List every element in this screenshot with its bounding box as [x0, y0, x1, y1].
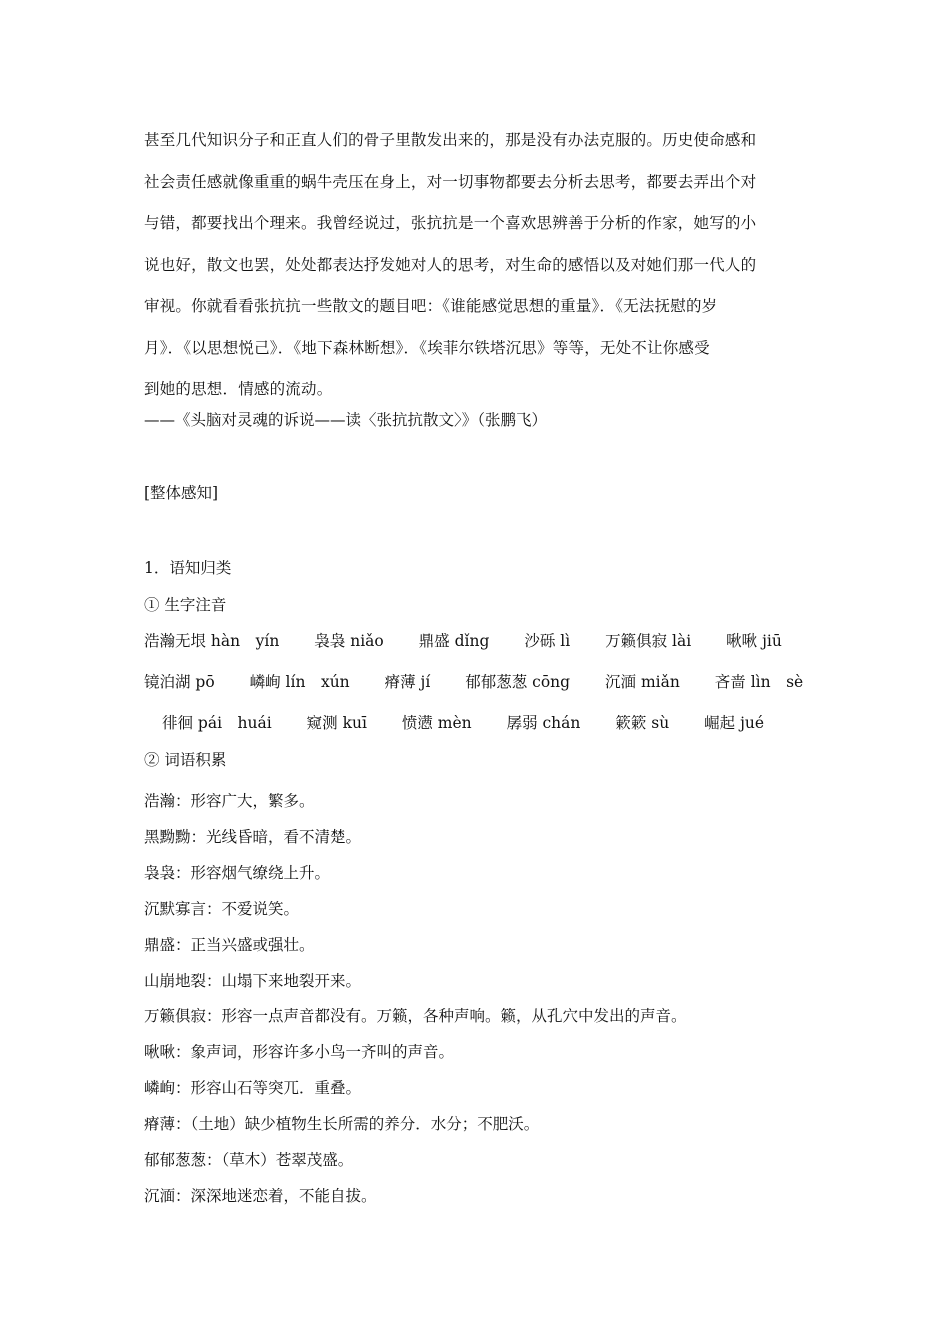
pinyin-entry: 啾啾 jiū	[726, 632, 782, 650]
paragraph-line: 说也好，散文也罢，处处都表达抒发她对人的思考，对生命的感悟以及对她们那一代人的	[144, 255, 757, 274]
pinyin-entry: 崛起 jué	[704, 714, 765, 732]
vocab-item: 嶙峋：形容山石等突兀．重叠。	[144, 1079, 362, 1098]
paragraph-line: 到她的思想．情感的流动。	[144, 380, 333, 398]
vocab-item: 啾啾：象声词，形容许多小鸟一齐叫的声音。	[144, 1043, 455, 1062]
pinyin-entry: 吝啬 lìn sè	[714, 673, 804, 691]
pinyin-entry: 万籁俱寂 lài	[605, 632, 692, 650]
pinyin-entry: 沙砾 lì	[524, 632, 571, 650]
vocab-item: 袅袅：形容烟气缭绕上升。	[144, 863, 331, 882]
pinyin-entry: 鼎盛 dǐng	[418, 632, 490, 650]
pinyin-entry: 愤懑 mèn	[401, 714, 472, 732]
pinyin-entry: 孱弱 chán	[506, 714, 581, 732]
paragraph-line: 月》．《以思想悦己》．《地下森林断想》．《埃菲尔铁塔沉思》等等，无处不让你感受	[144, 338, 710, 357]
vocab-item: 浩瀚：形容广大，繁多。	[144, 792, 315, 810]
paragraph-line: 与错，都要找出个理来。我曾经说过，张抗抗是一个喜欢思辨善于分析的作家，她写的小	[144, 214, 757, 232]
pinyin-entry: 窥测 kuī	[306, 714, 367, 732]
pinyin-entry: 嶙峋 lín xún	[249, 673, 350, 691]
pinyin-row	[144, 629, 824, 653]
quote-source: ——《头脑对灵魂的诉说——读〈张抗抗散文〉》（张鹏飞）	[144, 411, 548, 429]
vocab-item: 鼎盛：正当兴盛或强壮。	[144, 935, 315, 954]
pinyin-entry: 簌簌 sù	[615, 714, 670, 732]
vocab-item: 黑黝黝：光线昏暗，看不清楚。	[144, 827, 362, 846]
vocab-item: 沉湎：深深地迷恋着，不能自拔。	[144, 1186, 377, 1205]
vocab-item: 山崩地裂：山塌下来地裂开来。	[144, 971, 362, 990]
pinyin-entry: 袅袅 niǎo	[314, 632, 384, 650]
subsection-vocab-title: ② 词语积累	[144, 751, 227, 769]
vocab-item: 万籁俱寂：形容一点声音都没有。万籁，各种声响。籁，从孔穴中发出的声音。	[144, 1007, 687, 1026]
pinyin-row	[144, 670, 824, 694]
pinyin-entry: 镜泊湖 pō	[144, 673, 215, 691]
vocab-item: 沉默寡言：不爱说笑。	[144, 899, 300, 918]
section-title: [整体感知]	[144, 484, 219, 502]
pinyin-entry: 沉湎 miǎn	[605, 673, 680, 691]
subsection-pinyin-title: ① 生字注音	[144, 596, 227, 614]
intro-paragraph	[144, 120, 810, 411]
vocab-item: 郁郁葱葱：（草木）苍翠茂盛。	[144, 1151, 354, 1170]
pinyin-entry: 浩瀚无垠 hàn yín	[144, 632, 280, 650]
item-title: 1．语知归类	[144, 559, 232, 577]
pinyin-entry: 瘠薄 jí	[384, 673, 431, 691]
pinyin-row	[162, 711, 842, 735]
vocab-item: 瘠薄：（土地）缺少植物生长所需的养分．水分；不肥沃。	[144, 1115, 540, 1134]
paragraph-line: 甚至几代知识分子和正直人们的骨子里散发出来的，那是没有办法克服的。历史使命感和	[144, 131, 757, 149]
paragraph-line: 审视。你就看看张抗抗一些散文的题目吧：《谁能感觉思想的重量》．《无法抚慰的岁	[144, 297, 718, 315]
paragraph-line: 社会责任感就像重重的蜗牛壳压在身上，对一切事物都要去分析去思考，都要去弄出个对	[144, 172, 757, 191]
vocab-list	[144, 784, 810, 1215]
pinyin-entry: 徘徊 pái huái	[162, 714, 272, 732]
pinyin-entry: 郁郁葱葱 cōng	[465, 673, 571, 691]
